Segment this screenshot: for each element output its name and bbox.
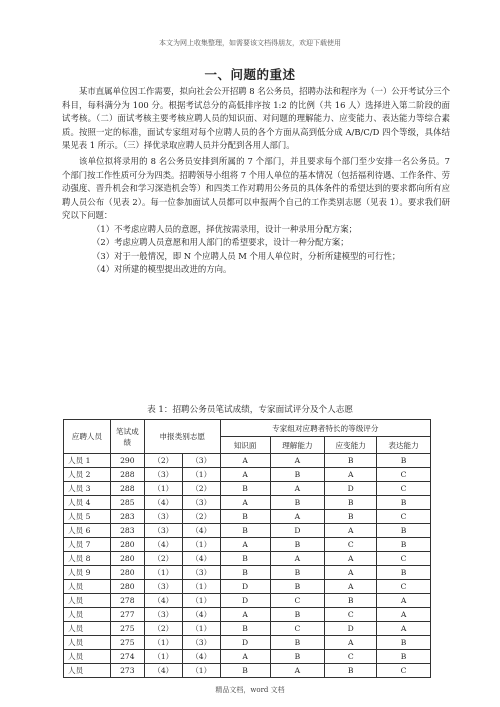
cell-knowledge: B: [220, 622, 270, 636]
table-row: [64, 496, 431, 510]
table-row: [64, 468, 431, 482]
cell-knowledge: D: [220, 580, 270, 594]
cell-knowledge: A: [220, 650, 270, 664]
cell-adaptability: A: [325, 524, 377, 538]
cell-understanding: A: [270, 482, 325, 496]
cell-preference-1: （1）: [144, 566, 182, 580]
cell-preference-1: （3）: [144, 510, 182, 524]
cell-preference-2: （4）: [182, 650, 220, 664]
table-row: [64, 622, 431, 636]
cell-knowledge: A: [220, 538, 270, 552]
table-row: [64, 510, 431, 524]
cell-score: 273: [110, 664, 144, 678]
cell-adaptability: A: [325, 636, 377, 650]
cell-understanding: C: [270, 622, 325, 636]
cell-score: 283: [110, 524, 144, 538]
cell-understanding: B: [270, 468, 325, 482]
cell-name: 人员: [64, 608, 111, 622]
cell-adaptability: A: [325, 580, 377, 594]
cell-adaptability: B: [325, 594, 377, 608]
table-body: [64, 454, 431, 678]
table-row: [64, 566, 431, 580]
cell-understanding: D: [270, 524, 325, 538]
cell-preference-2: （1）: [182, 538, 220, 552]
cell-knowledge: A: [220, 496, 270, 510]
cell-score: 275: [110, 622, 144, 636]
cell-understanding: B: [270, 538, 325, 552]
cell-understanding: C: [270, 594, 325, 608]
cell-score: 277: [110, 608, 144, 622]
cell-adaptability: A: [325, 566, 377, 580]
cell-preference-2: （3）: [182, 636, 220, 650]
cell-adaptability: B: [325, 664, 377, 678]
header-expert-group: 专家组对应聘者特长的等级评分: [220, 420, 430, 437]
header-understanding: 理解能力: [270, 437, 325, 454]
cell-expression: C: [377, 482, 431, 496]
question-item: （4）对所建的模型提出改进的方向。: [92, 264, 232, 275]
cell-expression: A: [377, 594, 431, 608]
cell-preference-2: （3）: [182, 566, 220, 580]
cell-name: 人员 9: [64, 566, 111, 580]
cell-knowledge: B: [220, 524, 270, 538]
question-item: （1）不考虑应聘人员的意愿，择优按需录用，设计一种录用分配方案；: [92, 223, 357, 234]
cell-score: 280: [110, 580, 144, 594]
cell-knowledge: D: [220, 594, 270, 608]
cell-preference-2: （3）: [182, 454, 220, 468]
question-item: （2）考虑应聘人员意愿和用人部门的希望要求，设计一种分配方案；: [92, 237, 349, 248]
cell-preference-1: （3）: [144, 580, 182, 594]
cell-understanding: B: [270, 496, 325, 510]
cell-expression: B: [377, 524, 431, 538]
cell-preference-1: （2）: [144, 622, 182, 636]
cell-adaptability: C: [325, 538, 377, 552]
cell-name: 人员 6: [64, 524, 111, 538]
question-item: （3）对于一般情况，即 N 个应聘人员 M 个用人单位时，分析所建模型的可行性；: [92, 250, 401, 261]
cell-name: 人员 5: [64, 510, 111, 524]
cell-score: 274: [110, 650, 144, 664]
cell-knowledge: A: [220, 608, 270, 622]
table-row: [64, 636, 431, 650]
section-title: 一、问题的重述: [204, 67, 296, 82]
cell-preference-2: （1）: [182, 468, 220, 482]
cell-knowledge: D: [220, 636, 270, 650]
header-applicant: 应聘人员: [64, 420, 111, 454]
cell-score: 278: [110, 594, 144, 608]
table-caption: 表 1：招聘公务员笔试成绩，专家面试评分及个人志愿: [147, 405, 353, 415]
paragraph-1: 某市直属单位因工作需要，拟向社会公开招聘 8 名公务员，招聘办法和程序为（一）公开考试分三个科目，每科满分为 100 分。根据考试总分的高低排序按 1:2 的比例（共 16 人）选择进入第二阶段的面试考核。（二）面试考核主要考核应聘人员的知识面、对问题的理解能力、应变能力、表达能力等综合素质。按照一定的标准，面试专家组对每个应聘人员的各个方面从高到低分成 A/B/C/D 四个等级，具体结果见表 1 所示。（三）择优录取应聘人员并分配到各用人部门。: [62, 86, 450, 151]
cell-score: 280: [110, 552, 144, 566]
cell-understanding: B: [270, 608, 325, 622]
cell-expression: C: [377, 552, 431, 566]
table-row: [64, 524, 431, 538]
cell-score: 285: [110, 496, 144, 510]
cell-expression: C: [377, 580, 431, 594]
cell-knowledge: B: [220, 510, 270, 524]
cell-score: 280: [110, 566, 144, 580]
cell-preference-1: （2）: [144, 552, 182, 566]
header-note: 本文为网上收集整理，如需要该文档得朋友，欢迎下载使用: [159, 39, 341, 47]
cell-adaptability: A: [325, 468, 377, 482]
cell-preference-2: （2）: [182, 482, 220, 496]
body-text: [62, 85, 450, 277]
cell-understanding: B: [270, 636, 325, 650]
cell-preference-2: （2）: [182, 510, 220, 524]
cell-expression: B: [377, 650, 431, 664]
cell-name: 人员: [64, 636, 111, 650]
paragraph-2: 该单位拟将录用的 8 名公务员安排到所属的 7 个部门，并且要求每个部门至少安排一名公务员。7 个部门按工作性质可分为四类。招聘领导小组将 7 个用人单位的基本情况（包括福利待遇、工作条件、劳动强度、晋升机会和学习深造机会等）和四类工作对聘用公务员的具体条件的希望达到的要求都向所有应聘人员公布（见表 2）。每一位参加面试人员都可以申报两个自己的工作类别志愿（见表 1）。要求我们研究以下问题：: [62, 155, 450, 221]
footer-note: 精品文档，word 文档: [215, 686, 285, 694]
cell-expression: C: [377, 664, 431, 678]
cell-score: 283: [110, 510, 144, 524]
cell-preference-2: （1）: [182, 580, 220, 594]
cell-expression: B: [377, 496, 431, 510]
cell-adaptability: A: [325, 552, 377, 566]
cell-preference-1: （3）: [144, 468, 182, 482]
cell-understanding: A: [270, 552, 325, 566]
cell-expression: B: [377, 636, 431, 650]
cell-adaptability: C: [325, 650, 377, 664]
table-row: [64, 580, 431, 594]
header-score: 笔试成绩: [110, 420, 144, 454]
cell-understanding: B: [270, 650, 325, 664]
cell-understanding: B: [270, 580, 325, 594]
cell-name: 人员: [64, 650, 111, 664]
cell-expression: C: [377, 468, 431, 482]
cell-expression: B: [377, 454, 431, 468]
cell-score: 288: [110, 468, 144, 482]
cell-adaptability: D: [325, 622, 377, 636]
table-row: [64, 552, 431, 566]
header-knowledge: 知识面: [220, 437, 270, 454]
cell-preference-2: （4）: [182, 552, 220, 566]
header-adaptability: 应变能力: [325, 437, 377, 454]
table-row: [64, 482, 431, 496]
table-row: [64, 538, 431, 552]
cell-preference-1: （4）: [144, 496, 182, 510]
table-row: [64, 608, 431, 622]
cell-understanding: A: [270, 664, 325, 678]
cell-understanding: A: [270, 454, 325, 468]
cell-preference-1: （4）: [144, 664, 182, 678]
cell-preference-2: （1）: [182, 594, 220, 608]
cell-knowledge: B: [220, 566, 270, 580]
cell-preference-2: （3）: [182, 496, 220, 510]
table-row: [64, 664, 431, 678]
cell-expression: A: [377, 622, 431, 636]
cell-knowledge: A: [220, 468, 270, 482]
cell-preference-2: （4）: [182, 608, 220, 622]
cell-adaptability: B: [325, 454, 377, 468]
cell-preference-1: （3）: [144, 524, 182, 538]
cell-score: 275: [110, 636, 144, 650]
cell-knowledge: B: [220, 664, 270, 678]
cell-name: 人员 2: [64, 468, 111, 482]
cell-expression: B: [377, 566, 431, 580]
header-expression: 表达能力: [377, 437, 431, 454]
cell-name: 人员: [64, 580, 111, 594]
cell-knowledge: B: [220, 552, 270, 566]
cell-understanding: B: [270, 566, 325, 580]
table-row: [64, 650, 431, 664]
cell-preference-1: （4）: [144, 538, 182, 552]
cell-expression: A: [377, 608, 431, 622]
cell-preference-1: （4）: [144, 594, 182, 608]
cell-name: 人员 1: [64, 454, 111, 468]
table-row: [64, 594, 431, 608]
cell-preference-1: （1）: [144, 482, 182, 496]
cell-preference-2: （4）: [182, 524, 220, 538]
cell-preference-2: （1）: [182, 622, 220, 636]
cell-name: 人员: [64, 622, 111, 636]
cell-preference-1: （3）: [144, 608, 182, 622]
cell-score: 280: [110, 538, 144, 552]
cell-preference-2: （1）: [182, 664, 220, 678]
cell-name: 人员 4: [64, 496, 111, 510]
cell-score: 290: [110, 454, 144, 468]
header-preference: 申报类别志愿: [144, 420, 220, 454]
table-row: [64, 454, 431, 468]
cell-adaptability: C: [325, 608, 377, 622]
cell-adaptability: B: [325, 510, 377, 524]
cell-name: 人员 7: [64, 538, 111, 552]
cell-expression: C: [377, 510, 431, 524]
cell-name: 人员: [64, 594, 111, 608]
cell-knowledge: A: [220, 454, 270, 468]
cell-preference-1: （2）: [144, 454, 182, 468]
cell-preference-1: （1）: [144, 636, 182, 650]
cell-name: 人员: [64, 664, 111, 678]
cell-knowledge: B: [220, 482, 270, 496]
cell-name: 人员 3: [64, 482, 111, 496]
applicant-table: [63, 419, 431, 678]
cell-expression: B: [377, 538, 431, 552]
cell-score: 288: [110, 482, 144, 496]
cell-preference-1: （1）: [144, 650, 182, 664]
cell-adaptability: B: [325, 496, 377, 510]
cell-name: 人员 8: [64, 552, 111, 566]
question-list: [62, 223, 450, 277]
cell-adaptability: D: [325, 482, 377, 496]
cell-understanding: A: [270, 510, 325, 524]
